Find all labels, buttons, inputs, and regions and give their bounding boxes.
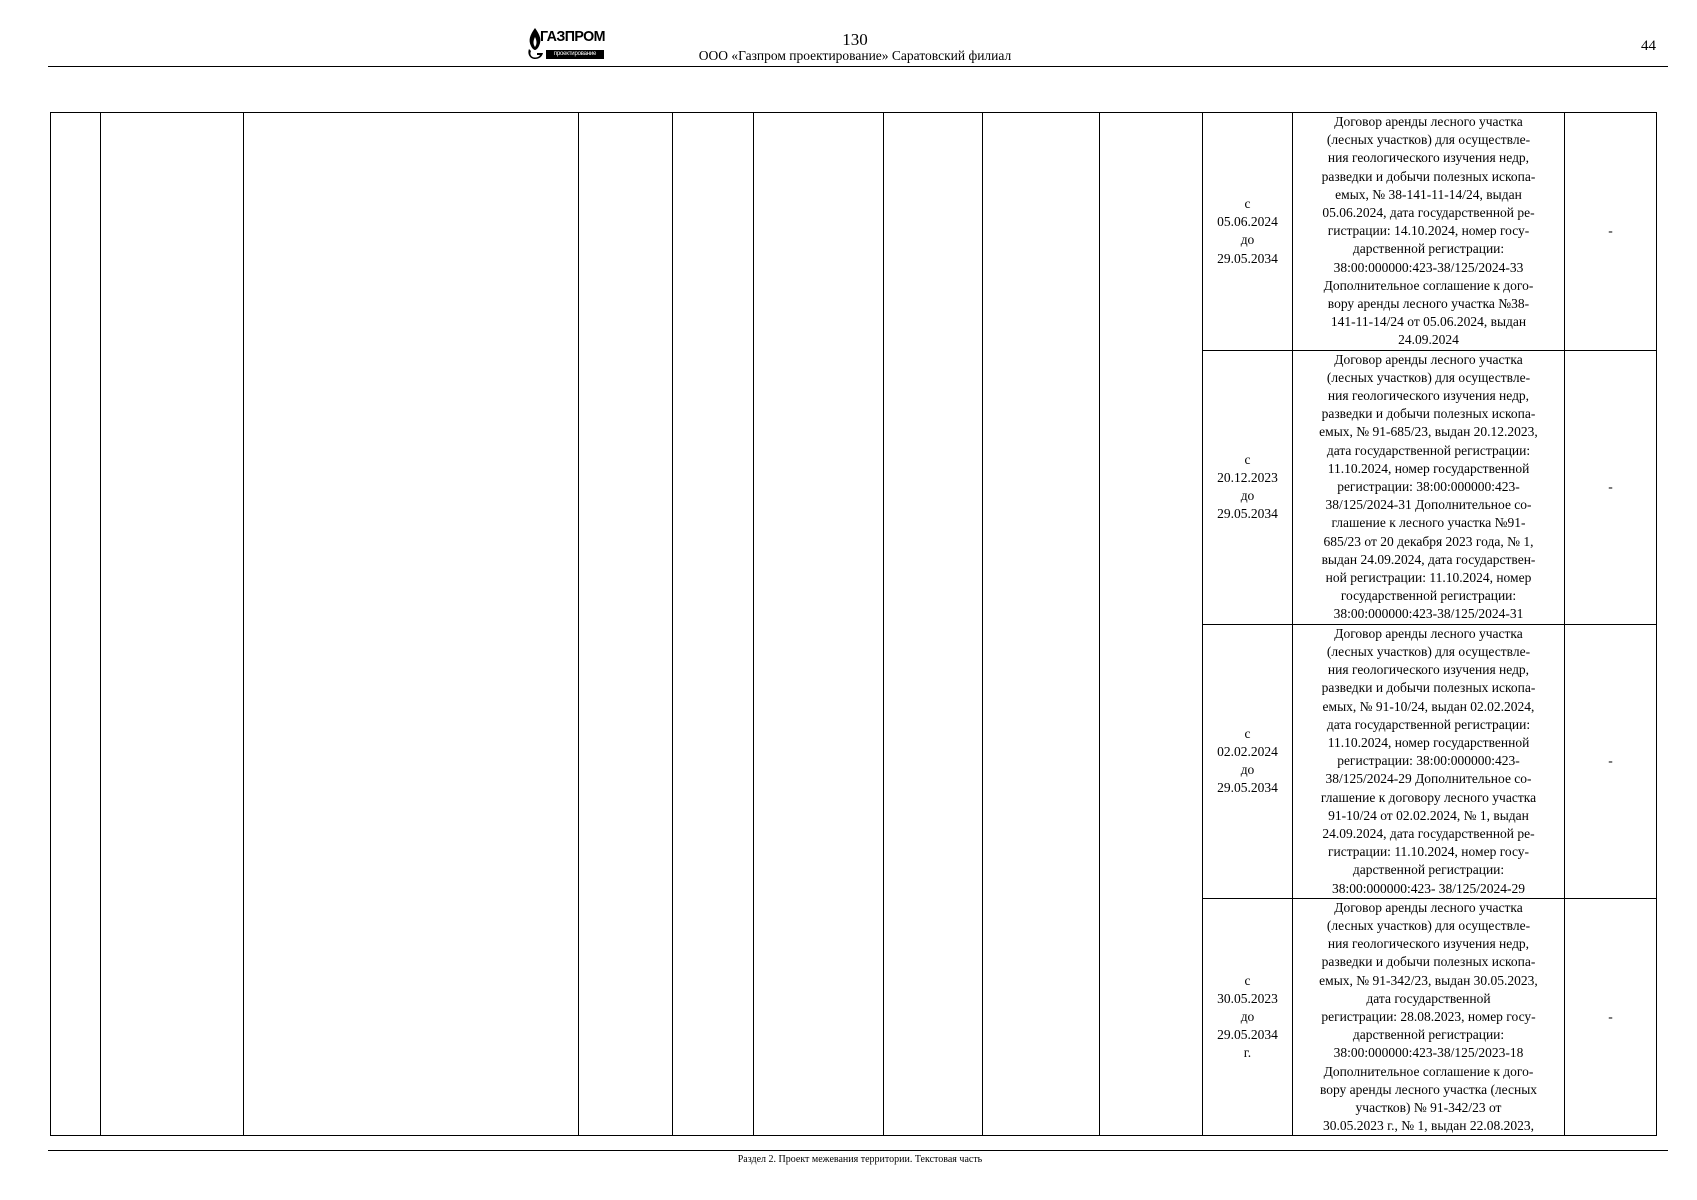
period-line: 20.12.2023 bbox=[1217, 469, 1278, 485]
document-line: разведки и добычи полезных ископа- bbox=[1321, 954, 1536, 970]
document-line: разведки и добычи полезных ископа- bbox=[1321, 406, 1536, 422]
empty-cell bbox=[983, 113, 1100, 1136]
document-line: гистрации: 14.10.2024, номер госу- bbox=[1327, 223, 1530, 239]
period-line: с bbox=[1244, 972, 1251, 988]
lease-document-cell bbox=[1293, 898, 1565, 1136]
document-number: 130 bbox=[842, 30, 868, 49]
document-line: вору аренды лесного участка №38- bbox=[1327, 296, 1530, 312]
document-line: дата государственной регистрации: bbox=[1326, 442, 1531, 458]
document-line: регистрации: 38:00:000000:423- bbox=[1337, 479, 1520, 495]
document-line: 24.09.2024 bbox=[1398, 332, 1459, 348]
empty-cell bbox=[101, 113, 244, 1136]
lease-table bbox=[50, 112, 1657, 1136]
period-line: 29.05.2034 bbox=[1217, 506, 1278, 522]
document-line: участков) № 91-342/23 от bbox=[1355, 1099, 1502, 1115]
document-line: регистрации: 28.08.2023, номер госу- bbox=[1321, 1008, 1536, 1024]
lease-document-cell bbox=[1293, 113, 1565, 351]
document-line: государственной регистрации: bbox=[1340, 588, 1517, 604]
lease-period-cell bbox=[1203, 113, 1293, 351]
period-line: 29.05.2034 bbox=[1217, 780, 1278, 796]
document-line: глашение к договору лесного участка bbox=[1320, 789, 1537, 805]
document-line: разведки и добычи полезных ископа- bbox=[1321, 168, 1536, 184]
document-line: 38/125/2024-29 Дополнительное со- bbox=[1325, 771, 1532, 787]
document-line: разведки и добычи полезных ископа- bbox=[1321, 680, 1536, 696]
document-line: 685/23 от 20 декабря 2023 года, № 1, bbox=[1323, 533, 1534, 549]
period-line: до bbox=[1240, 488, 1255, 504]
period-line: 02.02.2024 bbox=[1217, 744, 1278, 759]
document-line: ния геологического изучения недр, bbox=[1327, 388, 1530, 404]
empty-cell bbox=[51, 113, 101, 1136]
document-line: емых, № 91-342/23, выдан 30.05.2023, bbox=[1319, 972, 1538, 988]
document-line: Дополнительное соглашение к дого- bbox=[1323, 277, 1534, 293]
lease-period-cell bbox=[1203, 898, 1293, 1136]
lease-document-cell bbox=[1293, 624, 1565, 898]
document-line: Договор аренды лесного участка bbox=[1334, 625, 1523, 641]
document-line: 141-11-14/24 от 05.06.2024, выдан bbox=[1330, 314, 1527, 330]
logo-wordmark: ГАЗПРОМ bbox=[540, 28, 605, 45]
lease-period-cell bbox=[1203, 350, 1293, 624]
document-line: 38/125/2024-31 Дополнительное со- bbox=[1325, 497, 1532, 513]
document-line: 38:00:000000:423-38/125/2023-18 bbox=[1333, 1045, 1524, 1061]
footer-section-title: Раздел 2. Проект межевания территории. Текстовая часть bbox=[737, 1154, 983, 1165]
table-row bbox=[51, 113, 1657, 351]
note-cell: - bbox=[1565, 624, 1657, 898]
document-line: емых, № 38-141-11-14/24, выдан bbox=[1335, 186, 1522, 202]
document-line: выдан 24.09.2024, дата государствен- bbox=[1321, 551, 1536, 567]
empty-cell bbox=[579, 113, 673, 1136]
period-line: 29.05.2034 bbox=[1217, 1027, 1278, 1043]
document-line: ния геологического изучения недр, bbox=[1327, 936, 1530, 952]
document-line: ния геологического изучения недр, bbox=[1327, 150, 1530, 166]
organization-name: ООО «Газпром проектирование» Саратовский филиал bbox=[698, 48, 1012, 63]
period-line: до bbox=[1240, 762, 1255, 778]
document-line: (лесных участков) для осуществле- bbox=[1326, 369, 1531, 385]
document-line: 11.10.2024, номер государственной bbox=[1327, 460, 1530, 476]
document-line: 05.06.2024, дата государственной ре- bbox=[1322, 205, 1535, 221]
document-line: регистрации: 38:00:000000:423- bbox=[1337, 753, 1520, 769]
document-line: ной регистрации: 11.10.2024, номер bbox=[1325, 570, 1532, 586]
empty-cell bbox=[673, 113, 754, 1136]
document-line: (лесных участков) для осуществле- bbox=[1326, 132, 1531, 148]
gazprom-logo bbox=[527, 24, 607, 62]
document-line: дарственной регистрации: bbox=[1352, 862, 1505, 878]
document-line: емых, № 91-685/23, выдан 20.12.2023, bbox=[1319, 424, 1538, 440]
period-line: г. bbox=[1243, 1045, 1252, 1061]
period-line: 05.06.2024 bbox=[1217, 214, 1278, 230]
lease-document-cell bbox=[1293, 350, 1565, 624]
document-line: емых, № 91-10/24, выдан 02.02.2024, bbox=[1322, 698, 1535, 714]
document-line: дарственной регистрации: bbox=[1352, 1027, 1505, 1043]
lease-period-cell bbox=[1203, 624, 1293, 898]
document-line: гистрации: 11.10.2024, номер госу- bbox=[1327, 844, 1530, 860]
document-line: 38:00:000000:423-38/125/2024-33 bbox=[1333, 259, 1524, 275]
document-line: (лесных участков) для осуществле- bbox=[1326, 917, 1531, 933]
document-line: 91-10/24 от 02.02.2024, № 1, выдан bbox=[1328, 807, 1529, 823]
document-line: дарственной регистрации: bbox=[1352, 241, 1505, 257]
document-line: дата государственной bbox=[1366, 990, 1491, 1006]
note-cell: - bbox=[1565, 113, 1657, 351]
note-cell: - bbox=[1565, 898, 1657, 1136]
period-line: до bbox=[1240, 1008, 1255, 1024]
document-line: Договор аренды лесного участка bbox=[1334, 899, 1523, 915]
page-number: 44 bbox=[1641, 38, 1656, 54]
empty-cell bbox=[244, 113, 579, 1136]
period-line: с bbox=[1244, 195, 1251, 211]
document-line: 38:00:000000:423- 38/125/2024-29 bbox=[1331, 880, 1526, 896]
document-line: глашение к лесного участка №91- bbox=[1331, 515, 1526, 531]
header-divider bbox=[48, 66, 1668, 67]
document-line: вору аренды лесного участка (лесных bbox=[1319, 1081, 1538, 1097]
period-line: 29.05.2034 bbox=[1217, 250, 1278, 266]
period-line: с bbox=[1244, 451, 1251, 467]
document-line: 38:00:000000:423-38/125/2024-31 bbox=[1333, 606, 1524, 622]
document-line: Договор аренды лесного участка bbox=[1334, 351, 1523, 367]
document-line: дата государственной регистрации: bbox=[1326, 716, 1531, 732]
period-line: до bbox=[1240, 232, 1255, 248]
note-cell: - bbox=[1565, 350, 1657, 624]
document-line: 24.09.2024, дата государственной ре- bbox=[1322, 825, 1535, 841]
period-line: 30.05.2023 bbox=[1217, 990, 1278, 1006]
logo-subtitle: проектирование bbox=[546, 50, 604, 59]
document-line: Договор аренды лесного участка bbox=[1334, 114, 1523, 129]
document-line: 11.10.2024, номер государственной bbox=[1327, 734, 1530, 750]
document-line: Дополнительное соглашение к дого- bbox=[1323, 1063, 1534, 1079]
document-line: 30.05.2023 г., № 1, выдан 22.08.2023, bbox=[1322, 1118, 1535, 1134]
empty-cell bbox=[754, 113, 884, 1136]
empty-cell bbox=[884, 113, 983, 1136]
footer-divider bbox=[48, 1150, 1668, 1151]
empty-cell bbox=[1100, 113, 1203, 1136]
document-line: ния геологического изучения недр, bbox=[1327, 662, 1530, 678]
document-line: (лесных участков) для осуществле- bbox=[1326, 643, 1531, 659]
period-line: с bbox=[1244, 725, 1251, 741]
